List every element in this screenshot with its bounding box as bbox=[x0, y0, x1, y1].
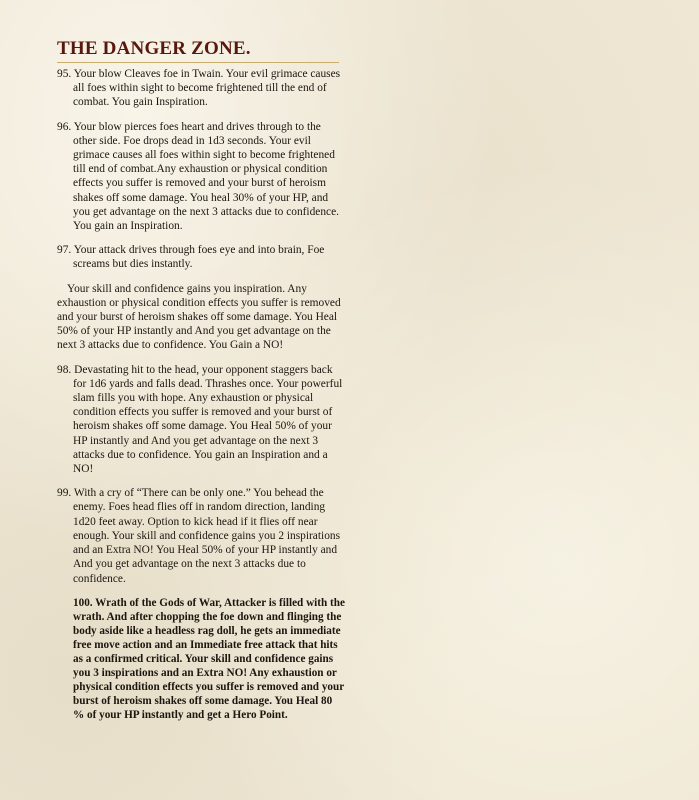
entry-number: 97. bbox=[57, 244, 72, 257]
entry-text: Your blow pierces foes heart and drives through to the other side. Foe drops dead in 1d3 seconds. Your evil grimace causes all foes within sight to become frightened till end of combat.Any exhaustion or physical condition effects you suffer is removed and your burst of heroism shakes off some damage. You heal 30% of your HP, and you get advantage on the next 3 attacks due to confidence. You gain an Inspiration. bbox=[73, 120, 340, 233]
entry-text: Your attack drives through foes eye and into brain, Foe screams but dies instantly. bbox=[73, 244, 325, 271]
entry-text: Devastating hit to the head, your opponent staggers back for 1d6 yards and falls dead. Thrashes once. Your powerful slam fills you with hope. Any exhaustion or physical condition effects you suffer is removed and your burst of heroism shakes off some damage. You Heal 50% of your HP instantly and And you get advantage on the next 3 attacks due to confidence. You gain an Inspiration and a NO! bbox=[73, 363, 343, 476]
entry-99 bbox=[57, 486, 345, 585]
entry-number: 98. bbox=[57, 363, 72, 376]
entry-98 bbox=[57, 363, 345, 477]
entry-95 bbox=[57, 67, 345, 110]
entry-number: 95. bbox=[57, 68, 72, 80]
page-column bbox=[57, 37, 345, 723]
entry-text: Your blow Cleaves foe in Twain. Your evil grimace causes all foes within sight to become frightened till the end of combat. You gain Inspiration. bbox=[73, 68, 341, 109]
entry-100: 100. Wrath of the Gods of War, Attacker is filled with the wrath. And after chopping the foe down and flinging the body aside like a headless rag doll, he gets an immediate free move action and an Immediate free attack that hits as a confirmed critical. Your skill and confidence gains you 3 inspirations and an Extra NO! Any exhaustion or physical condition effects you suffer is removed and your burst of heroism shakes off some damage. You Heal 80 % of your HP instantly and get a Hero Point. bbox=[73, 596, 345, 722]
entry-97-followup: Your skill and confidence gains you inspiration. Any exhaustion or physical condition effects you suffer is removed and your burst of heroism shakes off some damage. You Heal 50% of your HP instantly and And you get advantage on the next 3 attacks due to confidence. You Gain a NO! bbox=[57, 282, 341, 352]
entry-96 bbox=[57, 120, 345, 234]
heading-divider bbox=[57, 62, 339, 63]
entry-text: With a cry of “There can be only one.” You behead the enemy. Foes head flies off in random direction, landing 1d20 feet away. Option to kick head if it flies off near enough. Your skill and confidence gains you 2 inspirations and an Extra NO! You Heal 50% of your HP instantly and And you get advantage on the next 3 attacks due to confidence. bbox=[73, 487, 341, 585]
entry-number: 96. bbox=[57, 120, 72, 133]
entry-number: 99. bbox=[57, 487, 72, 500]
section-heading: THE DANGER ZONE. bbox=[57, 38, 251, 59]
entry-97 bbox=[57, 243, 345, 271]
